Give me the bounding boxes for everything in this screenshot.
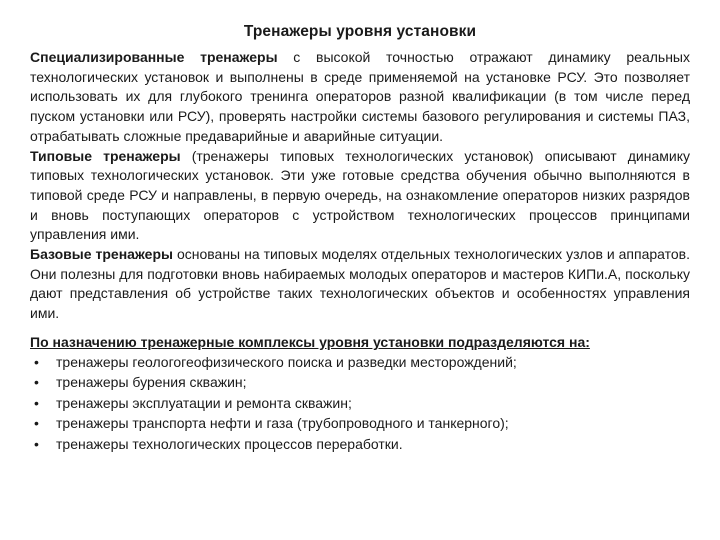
paragraph-text: (тренажеры типовых технологических установок) описывают динамику типовых технологических установок. Эти уже готовые средства обучения обычно выполняются в типовой среде РСУ и направлены, в первую очередь, на ознакомление операторов низких разрядов и вновь поступающих операторов с устройством технологических процессов принципами управления ими. (30, 147, 690, 243)
bullet-icon: • (34, 415, 39, 432)
paragraph-lead: Типовые тренажеры (30, 147, 181, 164)
list-item (30, 413, 690, 434)
paragraph-text: с высокой точностью отражают динамику реальных технологических установок и выполнены в среде применяемой на установке РСУ. Это позволяет использовать их для глубокого тренинга операторов разной квалификации (в том числе перед пуском установки или РСУ), проверять настройки системы базового регулирования и системы ПАЗ, отрабатывать сложные предаварийные и аварийные ситуации. (30, 49, 690, 144)
bullet-icon: • (34, 435, 39, 452)
paragraph-basic (30, 245, 690, 324)
list-item-text: тренажеры технологических процессов переработки. (56, 435, 403, 452)
paragraph-lead: Базовые тренажеры (30, 246, 173, 263)
bullet-icon: • (34, 353, 39, 370)
page-title: Тренажеры уровня установки (243, 23, 477, 40)
list-item-text: тренажеры транспорта нефти и газа (трубопроводного и танкерного); (56, 415, 509, 432)
bullet-icon: • (34, 374, 39, 391)
list-item (30, 434, 690, 455)
classification-list (30, 352, 690, 455)
list-item (30, 372, 690, 393)
list-item-text: тренажеры бурения скважин; (56, 374, 247, 391)
classification-heading: По назначению тренажерные комплексы уровня установки подразделяются на: (30, 333, 590, 350)
paragraph-text: основаны на типовых моделях отдельных технологических узлов и аппаратов. Они полезны для подготовки вновь набираемых молодых операторов и мастеров КИПи.А, поскольку дают представления об устройстве таких технологических объектов и особенностях управления ими. (30, 246, 690, 322)
list-item (30, 352, 690, 373)
list-item (30, 393, 690, 414)
bullet-icon: • (34, 394, 39, 411)
list-item-text: тренажеры геологогеофизического поиска и разведки месторождений; (56, 353, 517, 370)
paragraph-typical (30, 147, 690, 246)
list-item-text: тренажеры эксплуатации и ремонта скважин; (56, 394, 352, 411)
paragraph-specialized (30, 48, 690, 147)
paragraph-lead: Специализированные тренажеры (30, 49, 278, 65)
